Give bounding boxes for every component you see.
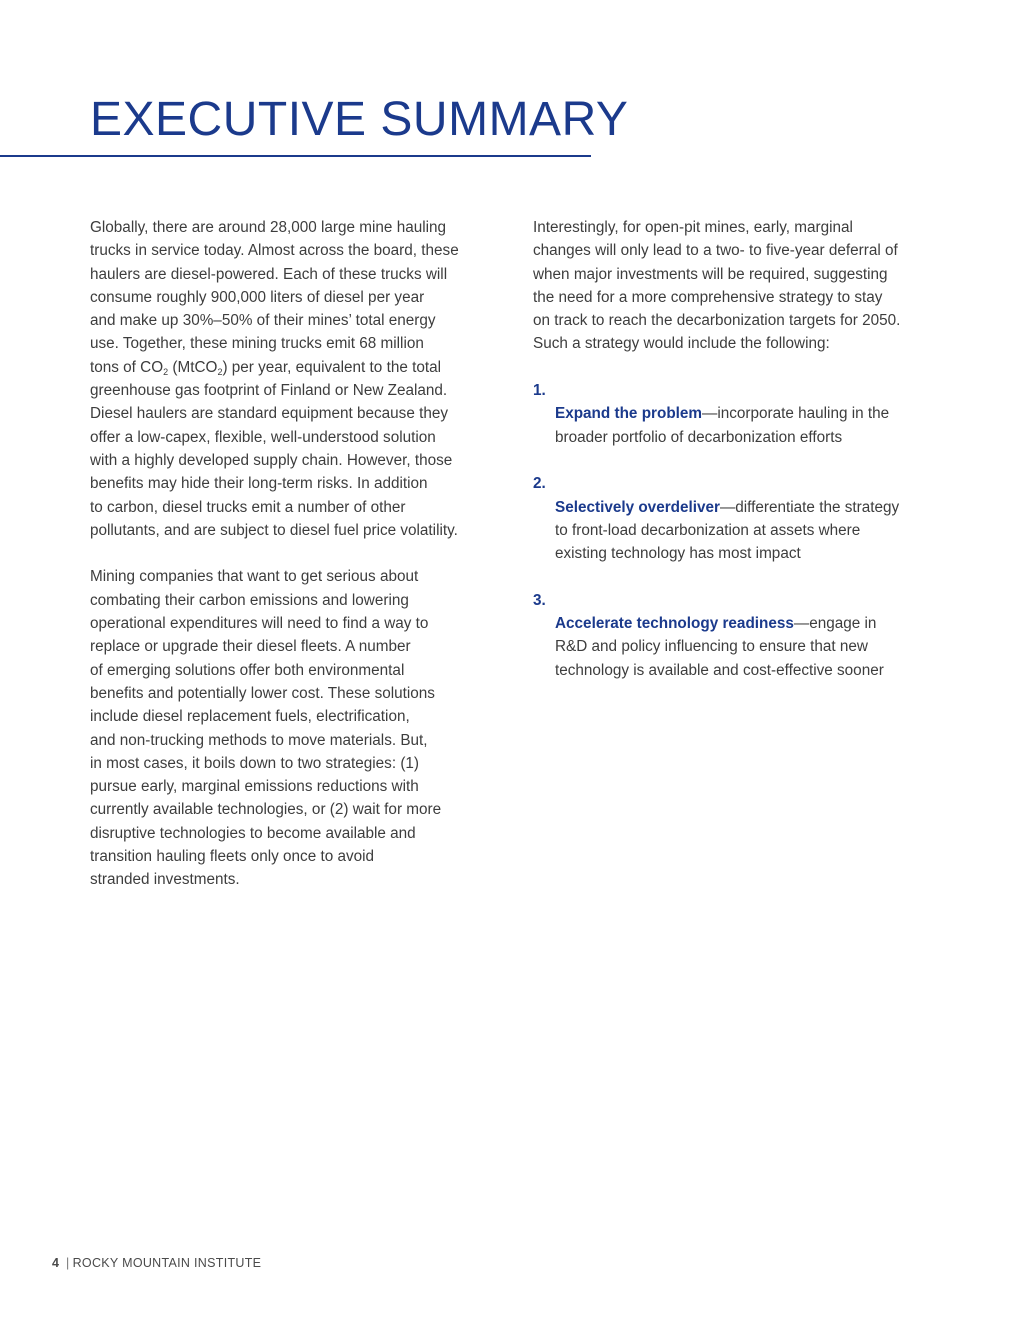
paragraph-text: ) per year, equivalent to the total greenhouse gas footprint of Finland or New Zealand. Diesel haulers are standard equipment because they offer a low-capex, flexible, well-understood solution with a highly developed supply chain. However, those benefits may hide their long-term risks. In addition to carbon, diesel trucks emit a number of other pollutants, and are subject to diesel fuel price volatility. (90, 358, 458, 539)
page-title: EXECUTIVE SUMMARY (90, 93, 629, 146)
list-item (533, 379, 938, 449)
paragraph-hauling-trucks (90, 216, 495, 542)
list-item-text: —incorporate hauling in the broader portfolio of decarbonization efforts (555, 405, 890, 446)
list-number: 1. (533, 382, 546, 400)
strategy-list (533, 379, 938, 682)
right-column (533, 216, 938, 705)
list-number: 2. (533, 475, 546, 493)
list-item-lead: Selectively overdeliver (555, 498, 720, 516)
paragraph-text: Globally, there are around 28,000 large mine hauling trucks in service today. Almost across the board, these haulers are diesel-powered. Each of these trucks will consume roughly 900,000 liters of diesel per year and make up 30%–50% of their mines’ total energy use. Together, these mining trucks emit 68 million tons of CO (90, 219, 459, 376)
list-item-text: —differentiate the strategy to front-load decarbonization at assets where existing technology has most impact (555, 498, 900, 563)
list-item-text: —engage in R&D and policy influencing to ensure that new technology is available and cost-effective sooner (555, 615, 884, 679)
organization-name: ROCKY MOUNTAIN INSTITUTE (72, 1256, 262, 1270)
list-item (533, 472, 938, 565)
subscript: 2 (217, 366, 223, 377)
title-divider (0, 155, 591, 157)
page-footer (52, 1256, 261, 1270)
list-item-lead: Expand the problem (555, 405, 703, 423)
list-number: 3. (533, 591, 546, 609)
left-column (90, 216, 495, 915)
list-item-lead: Accelerate technology readiness (555, 615, 794, 633)
paragraph-open-pit: Interestingly, for open-pit mines, early, marginal changes will only lead to a two- to five-year deferral of when major investments will be required, suggesting the need for a more comprehensive strategy to stay on track to reach the decarbonization targets for 2050. Such a strategy would include the following: (533, 219, 901, 353)
page-number: 4 (52, 1256, 60, 1270)
paragraph-strategies: Mining companies that want to get serious about combating their carbon emissions and lowering operational expenditures will need to find a way to replace or upgrade their diesel fleets. A number of emerging solutions offer both environmental benefits and potentially lower cost. These solutions include diesel replacement fuels, electrification, and non-trucking methods to move materials. But, in most cases, it boils down to two strategies: (1) pursue early, marginal emissions reductions with currently available technologies, or (2) wait for more disruptive technologies to become available and transition hauling fleets only once to avoid stranded investments. (90, 568, 442, 889)
footer-separator: | (66, 1256, 70, 1270)
subscript: 2 (163, 366, 169, 377)
list-item (533, 589, 938, 682)
paragraph-text: (MtCO (168, 358, 218, 376)
